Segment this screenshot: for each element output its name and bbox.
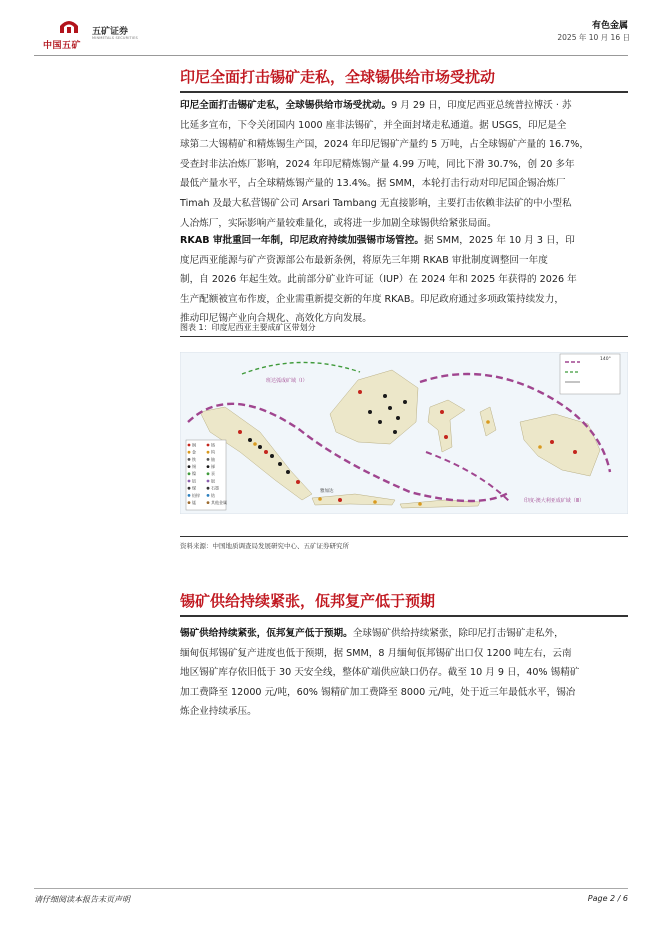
company-logo-icon	[58, 18, 80, 34]
map-label-arc3: 印度-澳大利亚成矿域（Ⅲ）	[524, 498, 585, 504]
deposit-marker	[318, 497, 322, 501]
deposit-marker	[403, 400, 407, 404]
deposit-marker	[258, 445, 262, 449]
paragraph-1-line: 受查封非法冶炼厂影响，2024 年印尼精炼锡产量 4.99 万吨，同比下滑 30.7%，创 20 多年	[180, 158, 575, 170]
paragraph-2-line: 据 SMM，2025 年 10 月 3 日，印	[423, 235, 575, 246]
legend-swatch	[207, 501, 210, 504]
legend-label: 锡	[192, 464, 196, 469]
section-title-rule-1	[180, 91, 628, 93]
deposit-marker	[393, 430, 397, 434]
legend-label: 锑	[211, 464, 215, 469]
figure-bottom-rule	[180, 536, 628, 537]
legend-label: 汞	[211, 471, 215, 477]
map-label-arc1: 班达弧成矿域（Ⅰ）	[266, 378, 308, 384]
legend-swatch	[207, 458, 210, 461]
legend-label: 煤	[192, 485, 196, 491]
indonesia-mineral-belt-map	[180, 352, 628, 514]
deposit-marker	[253, 442, 257, 446]
paragraph-3-line: 缅甸佤邦锡矿复产进度也低于预期，据 SMM，8 月缅甸佤邦锡矿出口仅 1200 吨左右，云南	[180, 647, 572, 659]
deposit-marker	[358, 390, 362, 394]
deposit-marker	[238, 430, 242, 434]
legend-label: 锰	[192, 500, 196, 505]
page-header	[0, 0, 662, 60]
legend-label: 其他金属	[211, 500, 227, 505]
legend-swatch	[188, 494, 191, 497]
figure-source: 资料来源：中国地质调查局发展研究中心、五矿证券研究所	[180, 542, 349, 550]
legend-swatch	[188, 472, 191, 475]
deposit-marker	[573, 450, 577, 454]
deposit-marker	[278, 462, 282, 466]
legend-swatch	[207, 465, 210, 468]
footer-divider	[34, 888, 628, 889]
paragraph-3-line: 地区锡矿库存依旧低于 30 天安全线，整体矿端供应缺口仍存。截至 10 月 9 日，40% 锡精矿	[180, 667, 580, 679]
deposit-marker	[383, 394, 387, 398]
figure-top-rule	[180, 336, 628, 337]
deposit-marker	[440, 410, 444, 414]
deposit-marker	[550, 440, 554, 444]
deposit-marker	[338, 498, 342, 502]
deposit-marker	[378, 420, 382, 424]
paragraph-1	[180, 96, 628, 233]
paragraph-1-line: 球第二大锡精矿和精炼锡生产国，2024 年印尼锡矿产量约 5 万吨，占全球锡矿产量的 16.7%，	[180, 139, 589, 151]
legend-swatch	[207, 444, 210, 447]
legend-swatch	[188, 458, 191, 461]
legend-label: 钴	[211, 492, 215, 498]
paragraph-1-line: Timah 及最大私营锡矿公司 Arsari Tambang 无直接影响，主要打击依赖非法矿的中小型私	[180, 197, 572, 209]
section-title-1: 印尼全面打击锡矿走私，全球锡供给市场受扰动	[180, 68, 496, 86]
section-title-rule-2	[180, 615, 628, 617]
paragraph-2-lead: RKAB 审批重回一年制，印尼政府持续加强锡市场管控。	[180, 235, 424, 246]
deposit-marker	[286, 470, 290, 474]
paragraph-1-line: 人冶炼厂，实际影响产量较难量化，或将进一步加剧全球锡供给紧张局面。	[180, 217, 497, 229]
legend-swatch	[207, 494, 210, 497]
legend-label: 石墨	[211, 485, 219, 491]
paragraph-3-line: 加工费降至 12000 元/吨，60% 锡精矿加工费降至 8000 元/吨，处于近三年最低水平，锡冶	[180, 686, 576, 698]
legend-swatch	[207, 472, 210, 475]
legend-swatch	[188, 451, 191, 454]
legend-label: 银	[211, 478, 215, 484]
legend-swatch	[207, 480, 210, 483]
legend-label: 金	[192, 449, 196, 455]
legend-label: 镍	[192, 471, 196, 477]
map-label-longitude: 140°	[600, 357, 611, 362]
deposit-marker	[396, 416, 400, 420]
paragraph-2	[180, 231, 628, 329]
legend-label: 铜	[192, 442, 196, 448]
company-name: 中国五矿	[43, 41, 82, 51]
legend-label: 铅锌	[192, 492, 200, 498]
legend-swatch	[207, 487, 210, 490]
header-divider	[34, 55, 628, 56]
deposit-marker	[388, 406, 392, 410]
section-title-2: 锡矿供给持续紧张，佤邦复产低于预期	[180, 592, 436, 610]
paragraph-2-line: 推动印尼锡产业向合规化、高效化方向发展。	[180, 313, 372, 325]
paragraph-1-line: 9 月 29 日，印度尼西亚总统普拉博沃 · 苏	[391, 100, 572, 111]
securities-name: 五矿证券	[92, 27, 129, 37]
deposit-marker	[418, 502, 422, 506]
paragraph-1-lead: 印尼全面打击锡矿走私，全球锡供给市场受扰动。	[180, 100, 392, 111]
deposit-marker	[264, 450, 268, 454]
paragraph-3-line: 炼企业持续承压。	[180, 706, 257, 718]
legend-swatch	[188, 487, 191, 490]
paragraph-1-line: 最低产量水平，占全球精炼锡产量的 13.4%。据 SMM，本轮打击行动对印尼国企锡冶炼厂	[180, 178, 566, 190]
legend-label: 铬	[211, 442, 215, 448]
deposit-marker	[538, 445, 542, 449]
legend-swatch	[188, 501, 191, 504]
paragraph-2-line: 制，自 2026 年起生效。此前部分矿业许可证（IUP）在 2024 年和 2025 年获得的 2026 年	[180, 274, 577, 286]
legend-swatch	[188, 444, 191, 447]
page-number: Page 2 / 6	[587, 894, 628, 903]
legend-label: 铁	[192, 456, 196, 462]
paragraph-1-line: 比延多宣布，下令关闭国内 1000 座非法锡矿，并全面封堵走私通道。据 USGS，印尼是全	[180, 119, 567, 131]
legend-label: 铀	[211, 456, 215, 462]
legend-swatch	[207, 451, 210, 454]
legend-label: 铝	[192, 478, 196, 484]
deposit-marker	[296, 480, 300, 484]
paragraph-2-line: 度尼西亚能源与矿产资源部公布最新条例，将原先三年期 RKAB 审批制度调整回一年度	[180, 254, 548, 266]
map-legend-belts	[560, 354, 620, 394]
paragraph-3	[180, 624, 628, 722]
report-date: 2025 年 10 月 16 日	[557, 33, 630, 42]
deposit-marker	[270, 454, 274, 458]
paragraph-3-line: 全球锡矿供给持续紧张，除印尼打击锡矿走私外，	[352, 628, 564, 639]
legend-swatch	[188, 480, 191, 483]
securities-name-en: MINMETALS SECURITIES	[92, 36, 138, 40]
legend-label: 钨	[211, 449, 215, 455]
map-label-city: 雅加达	[320, 489, 334, 494]
deposit-marker	[444, 435, 448, 439]
paragraph-3-lead: 锡矿供给持续紧张，佤邦复产低于预期。	[180, 628, 353, 639]
industry-label: 有色金属	[591, 21, 628, 31]
paragraph-2-line: 生产配额被宣布作废，企业需重新提交新的年度 RKAB。印尼政府通过多项政策持续发力，	[180, 293, 564, 305]
deposit-marker	[368, 410, 372, 414]
deposit-marker	[486, 420, 490, 424]
footer-disclaimer-note: 请仔细阅读本报告末页声明	[34, 895, 130, 904]
deposit-marker	[248, 438, 252, 442]
figure-title: 图表 1：印度尼西亚主要成矿区带划分	[180, 323, 316, 332]
deposit-marker	[373, 500, 377, 504]
legend-swatch	[188, 465, 191, 468]
